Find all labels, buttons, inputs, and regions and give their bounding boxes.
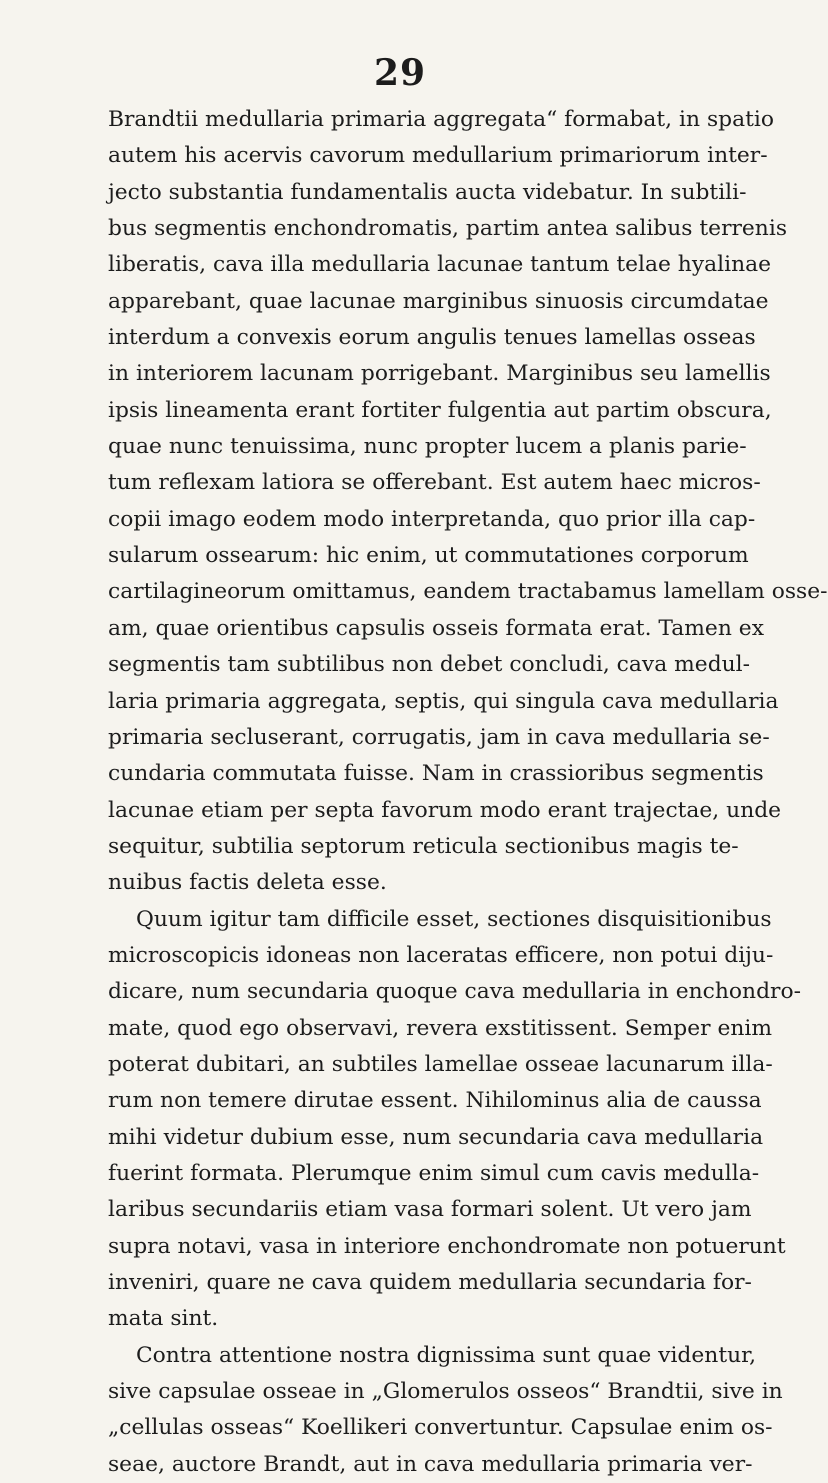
- text-line: seae, auctore Brandt, aut in cava medullaria primaria ver-: [108, 1451, 753, 1477]
- text-line: sive capsulae osseae in „Glomerulos osseos“ Brandtii, sive in: [108, 1379, 783, 1405]
- text-line: am, quae orientibus capsulis osseis formata erat. Tamen ex: [108, 615, 764, 641]
- text-line: cundaria commutata fuisse. Nam in crassioribus segmentis: [108, 761, 764, 787]
- text-line: mihi videtur dubium esse, num secundaria cava medullaria: [108, 1124, 764, 1150]
- text-line: primaria secluserant, corrugatis, jam in cava medullaria se-: [108, 724, 770, 750]
- text-line: mata sint.: [108, 1306, 219, 1332]
- text-line: copii imago eodem modo interpretanda, quo prior illa cap-: [108, 506, 756, 532]
- text-line: „cellulas osseas“ Koellikeri convertuntur. Capsulae enim os-: [108, 1415, 773, 1441]
- text-line: apparebant, quae lacunae marginibus sinuosis circumdatae: [108, 288, 769, 314]
- text-line: lacunae etiam per septa favorum modo erant trajectae, unde: [108, 797, 782, 823]
- text-line: poterat dubitari, an subtiles lamellae osseae lacunarum illa-: [108, 1051, 773, 1077]
- text-line: dicare, num secundaria quoque cava medullaria in enchondro-: [108, 979, 801, 1005]
- text-line: laria primaria aggregata, septis, qui singula cava medullaria: [108, 688, 779, 714]
- text-line: Quum igitur tam difficile esset, sectiones disquisitionibus: [136, 906, 772, 932]
- text-line: sularum ossearum: hic enim, ut commutationes corporum: [108, 543, 749, 569]
- text-line: autem his acervis cavorum medullarium primariorum inter-: [108, 143, 768, 169]
- text-line: fuerint formata. Plerumque enim simul cum cavis medulla-: [108, 1160, 760, 1186]
- text-line: microscopicis idoneas non laceratas efficere, non potui diju-: [108, 942, 774, 968]
- text-line: jecto substantia fundamentalis aucta videbatur. In subtili-: [108, 179, 747, 205]
- text-line: laribus secundariis etiam vasa formari solent. Ut vero jam: [108, 1197, 752, 1223]
- text-line: Brandtii medullaria primaria aggregata“ formabat, in spatio: [108, 107, 774, 132]
- text-line: supra notavi, vasa in interiore enchondromate non potuerunt: [108, 1233, 786, 1259]
- text-line: inveniri, quare ne cava quidem medullaria secundaria for-: [108, 1270, 752, 1295]
- text-line: Contra attentione nostra dignissima sunt quae videntur,: [136, 1342, 757, 1368]
- text-line: tum reflexam latiora se offerebant. Est autem haec micros-: [108, 470, 761, 496]
- body-text: [108, 102, 828, 1483]
- text-line: ipsis lineamenta erant fortiter fulgentia aut partim obscura,: [108, 397, 772, 423]
- text-line: quae nunc tenuissima, nunc propter lucem a planis parie-: [108, 434, 747, 460]
- text-line: in interiorem lacunam porrigebant. Marginibus seu lamellis: [108, 361, 771, 387]
- text-line: liberatis, cava illa medullaria lacunae tantum telae hyalinae: [108, 252, 772, 278]
- text-line: mate, quod ego observavi, revera exstitissent. Semper enim: [108, 1015, 773, 1041]
- text-line: nuibus factis deleta esse.: [108, 870, 387, 896]
- text-line: sequitur, subtilia septorum reticula sectionibus magis te-: [108, 833, 739, 859]
- text-line: interdum a convexis eorum angulis tenues lamellas osseas: [108, 325, 756, 351]
- text-line: rum non temere dirutae essent. Nihilominus alia de caussa: [108, 1088, 762, 1114]
- page-number: 29: [373, 52, 427, 94]
- text-line: bus segmentis enchondromatis, partim antea salibus terrenis: [108, 216, 788, 242]
- text-line: segmentis tam subtilibus non debet concludi, cava medul-: [108, 652, 751, 678]
- text-line: cartilagineorum omittamus, eandem tractabamus lamellam osse-: [108, 579, 828, 605]
